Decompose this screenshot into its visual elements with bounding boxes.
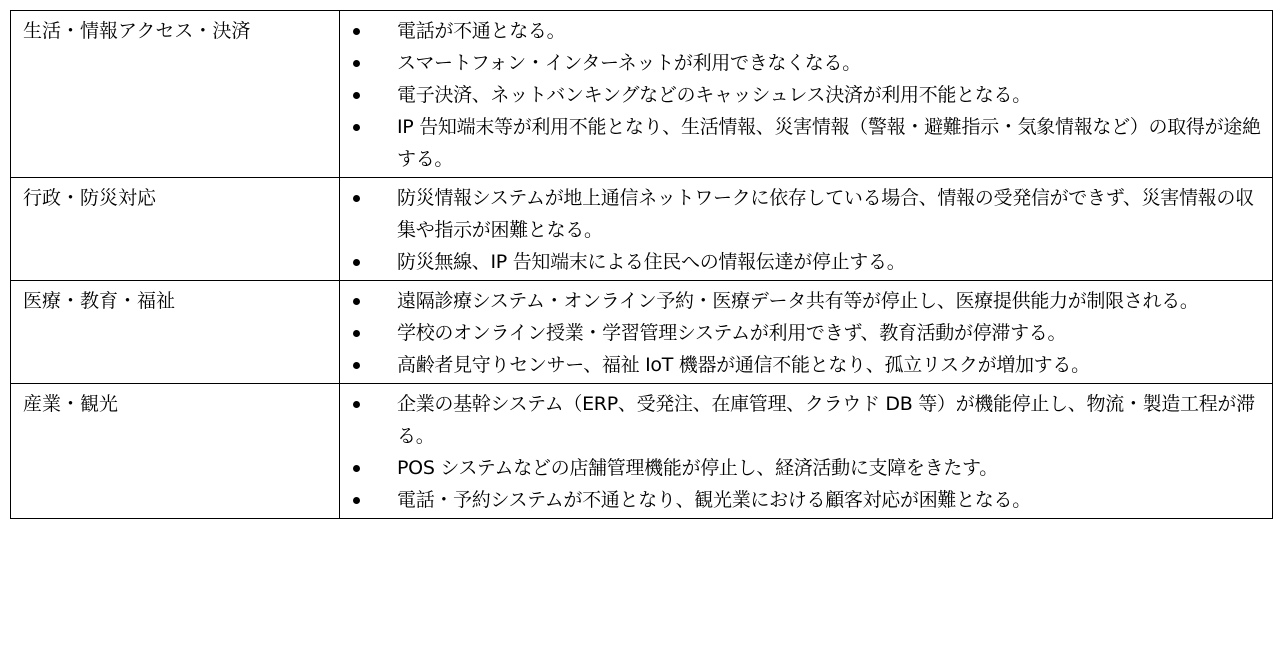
category-cell: 行政・防災対応 bbox=[11, 178, 340, 281]
list-item bbox=[340, 317, 1264, 349]
bullet-dot-icon bbox=[353, 401, 360, 408]
table-row bbox=[11, 281, 1273, 384]
list-item-text: IP 告知端末等が利用不能となり、生活情報、災害情報（警報・避難指示・気象情報など）の取得が途絶する。 bbox=[397, 116, 1261, 170]
list-item-text: 防災無線、IP 告知端末による住民への情報伝達が停止する。 bbox=[397, 251, 906, 273]
bullet-dot-icon bbox=[353, 497, 360, 504]
bullet-dot-icon bbox=[353, 124, 360, 131]
list-item bbox=[340, 388, 1264, 452]
items-cell bbox=[340, 178, 1273, 281]
table-row bbox=[11, 384, 1273, 519]
list-item bbox=[340, 349, 1264, 381]
list-item bbox=[340, 452, 1264, 484]
list-item bbox=[340, 47, 1264, 79]
list-item bbox=[340, 285, 1264, 317]
bullet-dot-icon bbox=[353, 465, 360, 472]
list-item-text: 電話・予約システムが不通となり、観光業における顧客対応が困難となる。 bbox=[397, 489, 1031, 511]
impact-table bbox=[10, 10, 1273, 519]
bullet-dot-icon bbox=[353, 92, 360, 99]
bullet-list bbox=[340, 178, 1264, 280]
list-item-text: 電子決済、ネットバンキングなどのキャッシュレス決済が利用不能となる。 bbox=[397, 84, 1031, 106]
items-cell bbox=[340, 281, 1273, 384]
list-item-text: 電話が不通となる。 bbox=[397, 20, 566, 42]
list-item-text: 企業の基幹システム（ERP、受発注、在庫管理、クラウド DB 等）が機能停止し、物流・製造工程が滞る。 bbox=[397, 393, 1255, 447]
list-item-text: 高齢者見守りセンサー、福祉 IoT 機器が通信不能となり、孤立リスクが増加する。 bbox=[397, 354, 1090, 376]
bullet-dot-icon bbox=[353, 60, 360, 67]
table-row bbox=[11, 178, 1273, 281]
category-cell: 医療・教育・福祉 bbox=[11, 281, 340, 384]
list-item-text: 防災情報システムが地上通信ネットワークに依存している場合、情報の受発信ができず、災害情報の収集や指示が困難となる。 bbox=[397, 187, 1254, 241]
bullet-list bbox=[340, 11, 1264, 177]
bullet-list bbox=[340, 281, 1264, 383]
impact-table-container bbox=[10, 10, 1273, 519]
bullet-dot-icon bbox=[353, 28, 360, 35]
bullet-dot-icon bbox=[353, 362, 360, 369]
bullet-dot-icon bbox=[353, 195, 360, 202]
bullet-dot-icon bbox=[353, 259, 360, 266]
items-cell bbox=[340, 11, 1273, 178]
list-item bbox=[340, 111, 1264, 175]
list-item bbox=[340, 15, 1264, 47]
list-item-text: 学校のオンライン授業・学習管理システムが利用できず、教育活動が停滞する。 bbox=[397, 322, 1067, 344]
items-cell bbox=[340, 384, 1273, 519]
list-item bbox=[340, 182, 1264, 246]
list-item bbox=[340, 484, 1264, 516]
category-cell: 生活・情報アクセス・決済 bbox=[11, 11, 340, 178]
list-item bbox=[340, 79, 1264, 111]
bullet-dot-icon bbox=[353, 298, 360, 305]
bullet-list bbox=[340, 384, 1264, 518]
list-item-text: 遠隔診療システム・オンライン予約・医療データ共有等が停止し、医療提供能力が制限される。 bbox=[397, 290, 1199, 312]
list-item bbox=[340, 246, 1264, 278]
list-item-text: スマートフォン・インターネットが利用できなくなる。 bbox=[397, 52, 861, 74]
list-item-text: POS システムなどの店舗管理機能が停止し、経済活動に支障をきたす。 bbox=[397, 457, 998, 479]
bullet-dot-icon bbox=[353, 330, 360, 337]
table-row bbox=[11, 11, 1273, 178]
category-cell: 産業・観光 bbox=[11, 384, 340, 519]
